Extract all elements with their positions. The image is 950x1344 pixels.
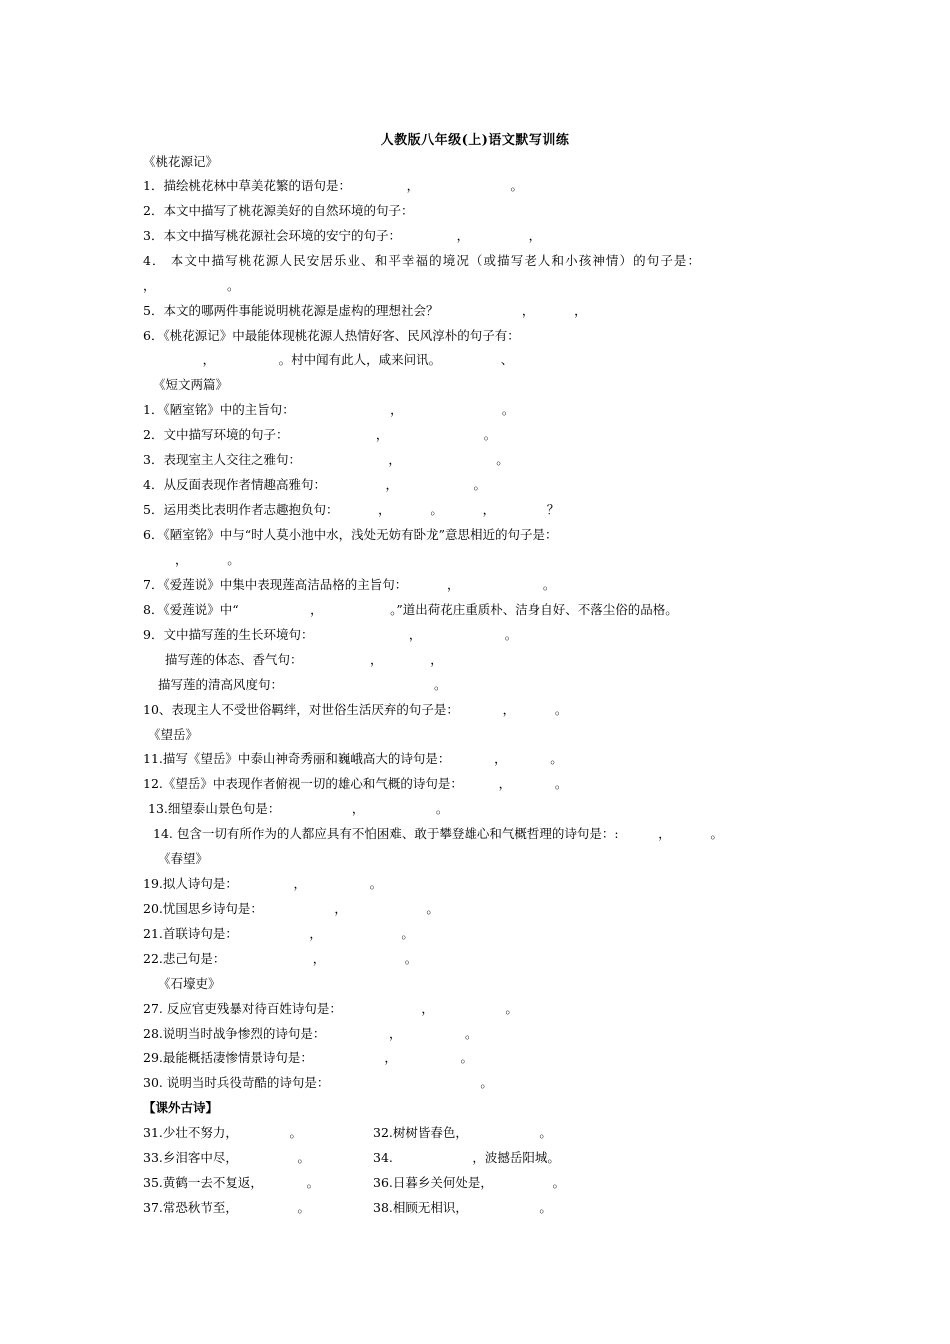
question-line: 27. 反应官吏残暴对待百姓诗句是： ， 。 — [143, 1001, 518, 1016]
question-line: ， 。 — [143, 278, 240, 293]
document-title: 人教版八年级(上)语文默写训练 — [380, 133, 570, 148]
question-line: 29.最能概括凄惨情景诗句是： ， 。 — [143, 1050, 473, 1065]
poem-line-right: 38.相顾无相识， 。 — [373, 1200, 552, 1215]
question-line: 14. 包含一切有所作为的人都应具有不怕困难、敢于攀登雄心和气概哲理的诗句是：: ， 。 — [153, 826, 724, 841]
section-heading-wangyue: 《望岳》 — [148, 727, 199, 742]
poem-line-right: 32.树树皆春色， 。 — [373, 1125, 552, 1140]
question-line: 1．描绘桃花林中草美花繁的语句是： ， 。 — [143, 178, 523, 193]
question-line: 9．文中描写莲的生长环境句： ， 。 — [143, 627, 518, 642]
question-line: 5．本文的哪两件事能说明桃花源是虚构的理想社会？ ， ， — [143, 303, 587, 318]
question-line: 20.忧国思乡诗句是： ， 。 — [143, 901, 439, 916]
question-line: 22.悲己句是： ， 。 — [143, 951, 418, 966]
section-heading-taohuayuanji: 《桃花源记》 — [143, 154, 219, 169]
question-line: 5．运用类比表明作者志趣抱负句： ， 。 ， ？ — [143, 502, 560, 517]
question-line: 12.《望岳》中表现作者俯视一切的雄心和气概的诗句是： ， 。 — [143, 776, 568, 791]
question-line: 描写莲的清高风度句： 。 — [158, 677, 447, 692]
question-line: 28.说明当时战争惨烈的诗句是： ， 。 — [143, 1026, 478, 1041]
section-heading-chunwang: 《春望》 — [158, 851, 209, 866]
question-line: 6．《陋室铭》中与“时人莫小池中水，浅处无妨有卧龙”意思相近的句子是： — [143, 527, 558, 542]
question-line: 7．《爱莲说》中集中表现莲高洁品格的主旨句： ， 。 — [143, 577, 556, 592]
question-line: 8．《爱莲说》中“ ， 。”道出荷花庄重质朴、洁身自好、不落尘俗的品格。 — [143, 602, 678, 617]
poem-line-right: 34. ，波撼岳阳城。 — [373, 1150, 560, 1165]
poem-line-left: 35.黄鹤一去不复返， 。 — [143, 1175, 320, 1190]
question-line: 10、表现主人不受世俗羁绊，对世俗生活厌弃的句子是： ， 。 — [143, 702, 568, 717]
question-line: 30. 说明当时兵役苛酷的诗句是： 。 — [143, 1075, 493, 1090]
poem-line-left: 37.常恐秋节至， 。 — [143, 1200, 310, 1215]
question-line: 4． 本文中描写桃花源人民安居乐业、和平幸福的境况（或描写老人和小孩神情）的句子是： — [143, 253, 702, 268]
question-line: 1．《陋室铭》中的主旨句： ， 。 — [143, 402, 515, 417]
question-line: ， 。村中闻有此人，咸来问讯。 、 — [143, 352, 514, 367]
question-line: 11.描写《望岳》中泰山神奇秀丽和巍峨高大的诗句是： ， 。 — [143, 751, 563, 766]
question-line: 13.细望泰山景色句是： ， 。 — [148, 801, 449, 816]
poem-line-right: 36.日暮乡关何处是， 。 — [373, 1175, 565, 1190]
question-line: 2．文中描写环境的句子： ， 。 — [143, 427, 497, 442]
section-heading-shihaoli: 《石壕吏》 — [158, 976, 221, 991]
question-line: 4．从反面表现作者情趣高雅句： ， 。 — [143, 477, 487, 492]
poem-line-left: 33.乡泪客中尽， 。 — [143, 1150, 310, 1165]
poem-line-left: 31.少壮不努力， 。 — [143, 1125, 303, 1140]
question-line: 2．本文中描写了桃花源美好的自然环境的句子： — [143, 203, 414, 218]
section-heading-kewai: 【课外古诗】 — [143, 1100, 219, 1115]
section-heading-duanwen: 《短文两篇》 — [153, 377, 229, 392]
question-line: 描写莲的体态、香气句： ， ， — [165, 652, 443, 667]
question-line: ， 。 — [175, 552, 240, 567]
question-line: 3．本文中描写桃花源社会环境的安宁的句子： ， ， — [143, 228, 542, 243]
question-line: 19.拟人诗句是： ， 。 — [143, 876, 383, 891]
question-line: 21.首联诗句是： ， 。 — [143, 926, 414, 941]
question-line: 3．表现室主人交往之雅句： ， 。 — [143, 452, 509, 467]
question-line: 6．《桃花源记》中最能体现桃花源人热情好客、民风淳朴的句子有： — [143, 328, 520, 343]
